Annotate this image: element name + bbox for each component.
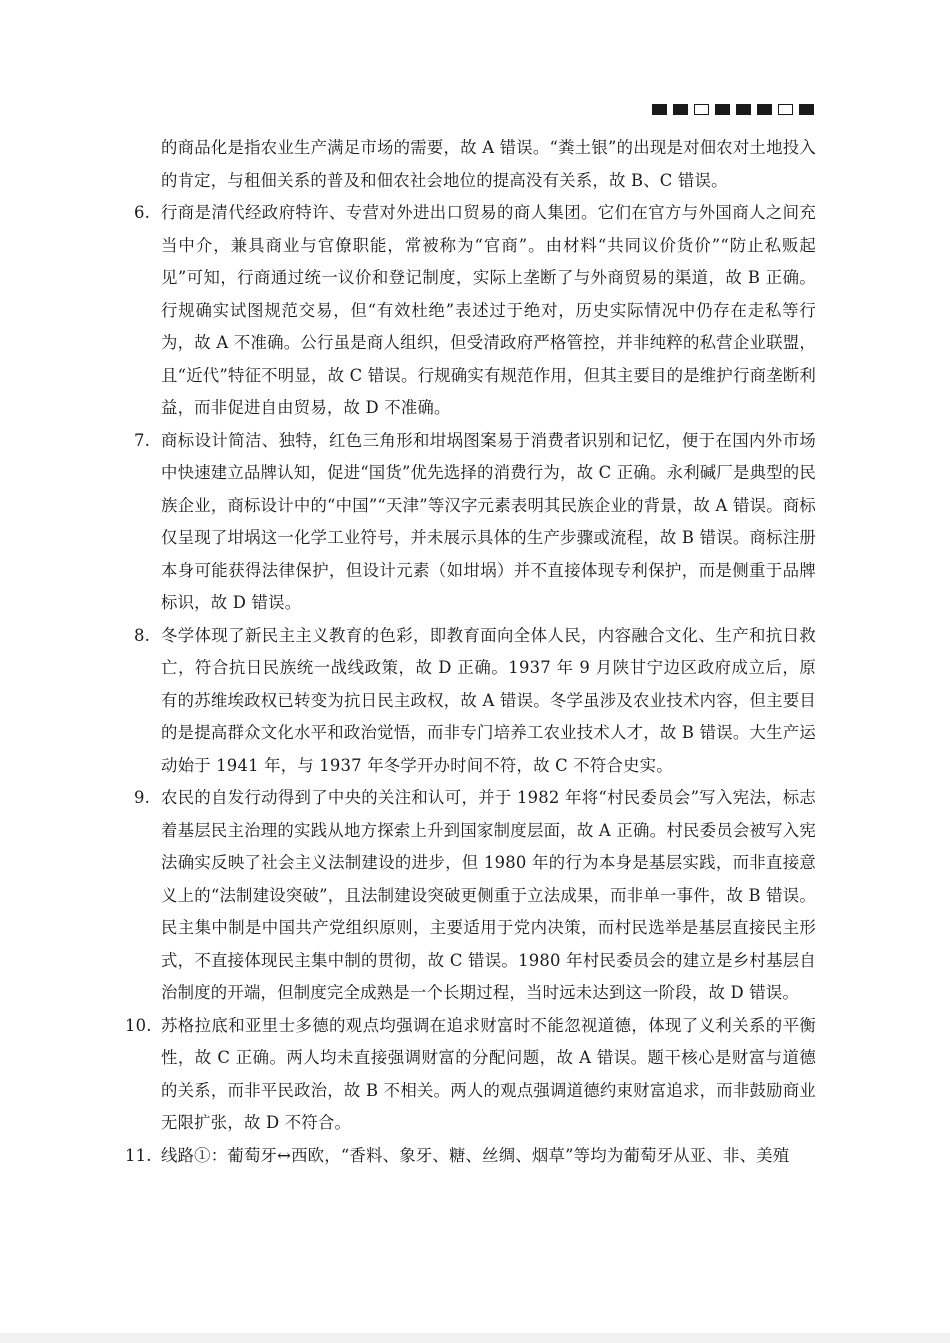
answer-number: 11. bbox=[125, 1145, 152, 1165]
answer-number: 8. bbox=[134, 625, 151, 645]
page-bottom-band bbox=[0, 1333, 950, 1343]
answer-text: 线路①：葡萄牙↔西欧，“香料、象牙、糖、丝绸、烟草”等均为葡萄牙从亚、非、美殖 bbox=[161, 1145, 790, 1165]
answer-text: 商标设计简洁、独特，红色三角形和坩埚图案易于消费者识别和记忆，便于在国内外市场中快速建立品牌认知，促进“国货”优先选择的消费行为，故 C 正确。永利碱厂是典型的民族企业，商标设计中的“中国”“天津”等汉字元素表明其民族企业的背景，故 A 错误。商标仅呈现了坩埚这一化学工业符号，并未展示具体的生产步骤或流程，故 B 错误。商标注册本身可能获得法律保护，但设计元素（如坩埚）并不直接体现专利保护，而是侧重于品牌标识，故 D 错误。 bbox=[161, 430, 816, 612]
answer-item bbox=[125, 1010, 816, 1140]
answer-number: 6. bbox=[134, 203, 151, 222]
answer-text: 农民的自发行动得到了中央的关注和认可，并于 1982 年将“村民委员会”写入宪法，标志着基层民主治理的实践从地方探索上升到国家制度层面，故 A 正确。村民委员会被写入宪法确实反映了社会主义法制建设的进步，但 1980 年的行为本身是基层实践，而非直接意义上的“法制建设突破”，且法制建设突破更侧重于立法成果，而非单一事件，故 B 错误。民主集中制是中国共产党组织原则，主要适用于党内决策，而村民选举是基层直接民主形式，不直接体现民主集中制的贯彻，故 C 错误。1980 年村民委员会的建立是乡村基层自治制度的开端，但制度完全成熟是一个长期过程，当时远未达到这一阶段，故 D 错误。 bbox=[161, 788, 816, 1002]
answer-item bbox=[134, 620, 816, 783]
filled-square-mark bbox=[736, 104, 751, 115]
answer-item bbox=[134, 197, 816, 425]
answer-item bbox=[134, 425, 816, 620]
answer-list bbox=[125, 197, 816, 1172]
answer-item bbox=[134, 782, 816, 1010]
answer-number: 10. bbox=[125, 1015, 152, 1035]
continuation-paragraph: 的商品化是指农业生产满足市场的需要，故 A 错误。“粪土银”的出现是对佃农对土地投入的肯定，与租佃关系的普及和佃农社会地位的提高没有关系，故 B、C 错误。 bbox=[161, 138, 816, 190]
answer-number: 9. bbox=[134, 788, 151, 807]
answer-number: 7. bbox=[134, 430, 151, 450]
answer-text: 苏格拉底和亚里士多德的观点均强调在追求财富时不能忽视道德，体现了义利关系的平衡性，故 C 正确。两人均未直接强调财富的分配问题，故 A 错误。题干核心是财富与道德的关系，而非平民政治，故 B 不相关。两人的观点强调道德约束财富追求，而非鼓励商业无限扩张，故 D 不符合。 bbox=[161, 1015, 816, 1132]
filled-square-mark bbox=[757, 104, 772, 115]
header-marks bbox=[652, 104, 814, 115]
filled-square-mark bbox=[673, 104, 688, 115]
filled-square-mark bbox=[715, 104, 730, 115]
filled-square-mark bbox=[652, 104, 667, 115]
filled-square-mark bbox=[799, 104, 814, 115]
answer-text: 冬学体现了新民主主义教育的色彩，即教育面向全体人民，内容融合文化、生产和抗日救亡，符合抗日民族统一战线政策，故 D 正确。1937 年 9 月陕甘宁边区政府成立后，原有的苏维埃政权已转变为抗日民主政权，故 A 错误。冬学虽涉及农业技术内容，但主要目的是提高群众文化水平和政治觉悟，而非专门培养工农业技术人才，故 B 错误。大生产运动始于 1941 年，与 1937 年冬学开办时间不符，故 C 不符合史实。 bbox=[161, 625, 816, 775]
answer-content bbox=[125, 132, 816, 1172]
answer-text: 行商是清代经政府特许、专营对外进出口贸易的商人集团。它们在官方与外国商人之间充当中介，兼具商业与官僚职能，常被称为“官商”。由材料“共同议价货价”“防止私贩起见”可知，行商通过统一议价和登记制度，实际上垄断了与外商贸易的渠道，故 B 正确。行规确实试图规范交易，但“有效杜绝”表述过于绝对，历史实际情况中仍存在走私等行为，故 A 不准确。公行虽是商人组织，但受清政府严格管控，并非纯粹的私营企业联盟，且“近代”特征不明显，故 C 错误。行规确实有规范作用，但其主要目的是维护行商垄断利益，而非促进自由贸易，故 D 不准确。 bbox=[161, 203, 816, 417]
answer-item bbox=[125, 1140, 816, 1173]
empty-square-mark bbox=[694, 104, 709, 115]
empty-square-mark bbox=[778, 104, 793, 115]
